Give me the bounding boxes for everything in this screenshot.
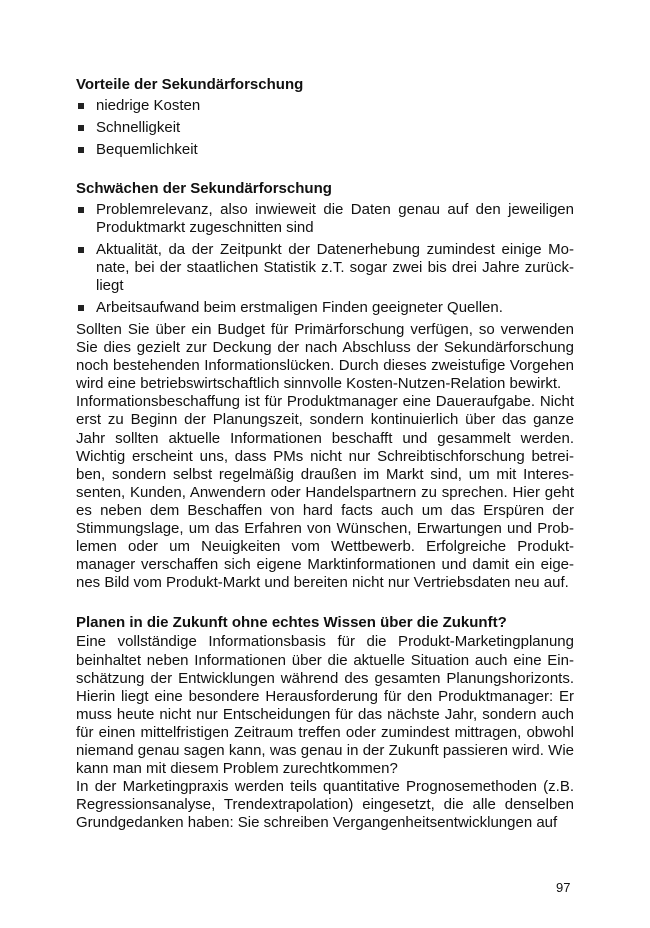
- paragraph-budget: Sollten Sie über ein Budget für Primärforschung verfügen, so verwenden Sie dies gezielt zur Deckung der nach Abschluss der Sekundärforschung noch bestehenden Informationslücken. Durch dieses zweistufige Vorgehen wird eine betriebswirtschaftlich sinnvolle Kosten-Nutzen-Relation bewirkt.: [76, 321, 574, 393]
- heading-future: Planen in die Zukunft ohne echtes Wissen über die Zukunft?: [76, 614, 507, 632]
- paragraph-future-2: In der Marketingpraxis werden teils quantitative Prognosemethoden (z.B. Regressionsanalyse, Trendextrapolation) eingesetzt, die alle denselben Grundgedanken haben: Sie schreiben Vergangenheitsentwicklungen auf: [76, 778, 574, 832]
- list-item: [76, 97, 574, 115]
- bullet-square-icon: [78, 103, 84, 109]
- list-item: [76, 241, 574, 295]
- heading-weaknesses: Schwächen der Sekundärforschung: [76, 180, 332, 197]
- paragraph-future-1: Eine vollständige Informationsbasis für die Produkt-Marketingplanung beinhaltet neben Informationen über die aktuelle Situation auch eine Einschätzung der Entwicklungen während des gesamten Planungshorizonts. Hierin liegt eine besondere Herausforderung für den Produktmanager: Er muss heute nicht nur Entscheidungen für das nächste Jahr, sondern auch für einen mittelfristigen Zeitraum treffen oder zumindest mittragen, obwohl niemand genau sagen kann, was genau in der Zukunft passieren wird. Wie kann man mit diesem Problem zurechtkommen?: [76, 633, 574, 778]
- bullet-square-icon: [78, 125, 84, 131]
- list-item-text: Schnelligkeit: [96, 119, 181, 136]
- list-advantages: [76, 97, 574, 159]
- list-item-text: Arbeitsaufwand beim erstmaligen Finden geeigneter Quellen.: [96, 299, 503, 316]
- bullet-square-icon: [78, 207, 84, 213]
- list-weaknesses: [76, 201, 574, 317]
- page-number: 97: [556, 880, 571, 895]
- bullet-square-icon: [78, 247, 84, 253]
- list-item-text: Aktualität, da der Zeitpunkt der Datenerhebung zumindest einige Monate, bei der staatlichen Statistik z.T. sogar zwei bis drei Jahre zurückliegt: [96, 241, 574, 294]
- page-content: [76, 75, 574, 832]
- bullet-square-icon: [78, 147, 84, 153]
- list-item-text: Bequemlichkeit: [96, 141, 198, 158]
- list-item: [76, 201, 574, 237]
- list-item-text: Problemrelevanz, also inwieweit die Daten genau auf den jeweiligen Produktmarkt zugeschnitten sind: [96, 201, 574, 236]
- list-item-text: niedrige Kosten: [96, 97, 201, 114]
- heading-advantages: Vorteile der Sekundärforschung: [76, 76, 304, 93]
- paragraph-information: Informationsbeschaffung ist für Produktmanager eine Daueraufgabe. Nicht erst zu Beginn der Planungszeit, sondern kontinuierlich über das ganze Jahr sollten aktuelle Informationen beschafft und gesammelt werden. Wichtig erscheint uns, dass PMs nicht nur Schreibtischforschung betreiben, sondern selbst regelmäßig draußen im Markt sind, um mit Interessenten, Kunden, Anwendern oder Handelspartnern zu sprechen. Hier geht es neben dem Beschaffen von hard facts auch um das Erspüren der Stimmungslage, um das Erfahren von Wünschen, Erwartungen und Problemen oder um Neuigkeiten vom Wettbewerb. Erfolgreiche Produktmanager verschaffen sich eigene Marktinformationen und damit ein eigenes Bild vom Produkt-Markt und bereiten nicht nur Vertriebsdaten neu auf.: [76, 393, 574, 592]
- list-item: [76, 141, 574, 159]
- list-item: [76, 119, 574, 137]
- bullet-square-icon: [78, 305, 84, 311]
- list-item: [76, 299, 574, 317]
